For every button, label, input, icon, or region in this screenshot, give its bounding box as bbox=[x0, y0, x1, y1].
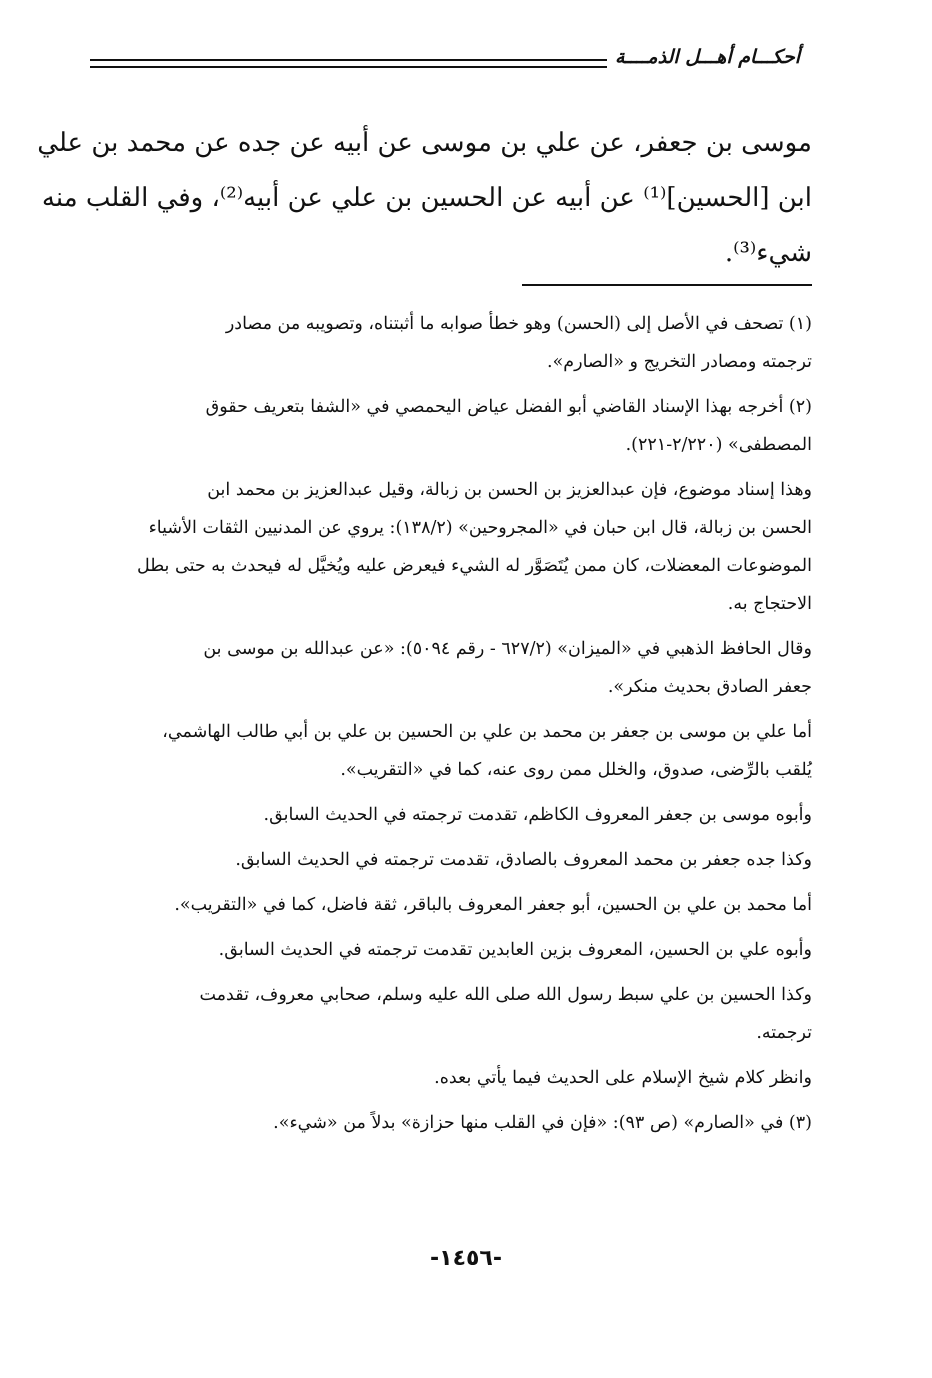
footnote-line: وأبوه موسى بن جعفر المعروف الكاظم، تقدمت ترجمته في الحديث السابق. bbox=[263, 805, 812, 825]
main-line: شيء⁽³⁾. bbox=[724, 238, 812, 268]
footnote-line: وأبوه علي بن الحسين، المعروف بزين العابدين تقدمت ترجمته في الحديث السابق. bbox=[218, 940, 812, 960]
footnote-line: أما محمد بن علي بن الحسين، أبو جعفر المعروف بالباقر، ثقة فاضل، كما في «التقريب». bbox=[174, 895, 812, 915]
footnote-paragraph bbox=[102, 713, 812, 789]
footnote-1 bbox=[102, 305, 812, 381]
footnote-line: وهذا إسناد موضوع، فإن عبدالعزيز بن الحسن بن زبالة، وقيل عبدالعزيز بن محمد ابن bbox=[207, 480, 812, 500]
footnote-paragraph bbox=[102, 630, 812, 706]
footnote-line: الموضوعات المعضلات، كان ممن يُتَصَوَّر له الشيء فيعرض عليه ويُخيَّل له فيحدث به حتى بطل bbox=[136, 556, 812, 576]
footnote-line: وكذا جده جعفر بن محمد المعروف بالصادق، تقدمت ترجمته في الحديث السابق. bbox=[235, 850, 812, 870]
footnote-paragraph bbox=[102, 976, 812, 1052]
footnote-line: وقال الحافظ الذهبي في «الميزان» (٦٢٧/٢ - رقم ٥٠٩٤): «عن عبدالله بن موسى بن bbox=[203, 639, 812, 659]
page-number: -١٤٥٦- bbox=[430, 1246, 502, 1271]
main-text bbox=[37, 116, 812, 281]
footnote-line: ترجمته. bbox=[756, 1023, 812, 1043]
main-line: موسى بن جعفر، عن علي بن موسى عن أبيه عن جده عن محمد بن علي bbox=[37, 128, 812, 158]
footnote-paragraph bbox=[102, 796, 812, 834]
footnote-line: الحسن بن زبالة، قال ابن حبان في «المجروحين» (١٣٨/٢): يروي عن المدنيين الثقات الأشياء bbox=[148, 518, 812, 538]
footnote-line: ترجمته ومصادر التخريج و «الصارم». bbox=[547, 352, 812, 372]
footnote-line: جعفر الصادق بحديث منكر». bbox=[607, 677, 812, 697]
footnote-line: المصطفى» (٢/٢٢٠-٢٢١). bbox=[625, 435, 812, 455]
footnote-paragraph bbox=[102, 471, 812, 623]
main-line: ابن [الحسين]⁽¹⁾ عن أبيه عن الحسين بن علي عن أبيه⁽²⁾، وفي القلب منه bbox=[41, 183, 812, 213]
footnote-line: وانظر كلام شيخ الإسلام على الحديث فيما يأتي بعده. bbox=[434, 1068, 812, 1088]
footnote-line: (٢) أخرجه بهذا الإسناد القاضي أبو الفضل عياض اليحمصي في «الشفا بتعريف حقوق bbox=[205, 397, 812, 417]
footnote-line: الاحتجاج به. bbox=[727, 594, 812, 614]
footnote-paragraph bbox=[102, 886, 812, 924]
book-title: أحكـــام أهـــل الذمــــة bbox=[607, 44, 800, 70]
footnote-line: أما علي بن موسى بن جعفر بن محمد بن علي بن الحسين بن علي بن أبي طالب الهاشمي، bbox=[162, 722, 812, 742]
footnote-line: وكذا الحسين بن علي سبط رسول الله صلى الله عليه وسلم، صحابي معروف، تقدمت bbox=[199, 985, 812, 1005]
running-header bbox=[90, 44, 800, 80]
footnote-line: (١) تصحف في الأصل إلى (الحسن) وهو خطأ صوابه ما أثبتناه، وتصويبه من مصادر bbox=[225, 314, 812, 334]
footnote-3 bbox=[102, 1104, 812, 1142]
footnote-2 bbox=[102, 388, 812, 464]
footnote-line: يُلقب بالرِّضى، صدوق، والخلل ممن روى عنه، كما في «التقريب». bbox=[340, 760, 812, 780]
footnote-paragraph bbox=[102, 1059, 812, 1097]
footnote-separator bbox=[522, 284, 812, 286]
footnote-paragraph bbox=[102, 931, 812, 969]
footnote-paragraph bbox=[102, 841, 812, 879]
footnote-line: (٣) في «الصارم» (ص ٩٣): «فإن في القلب منها حزازة» بدلاً من «شيء». bbox=[273, 1113, 812, 1133]
footnotes bbox=[102, 305, 812, 1149]
